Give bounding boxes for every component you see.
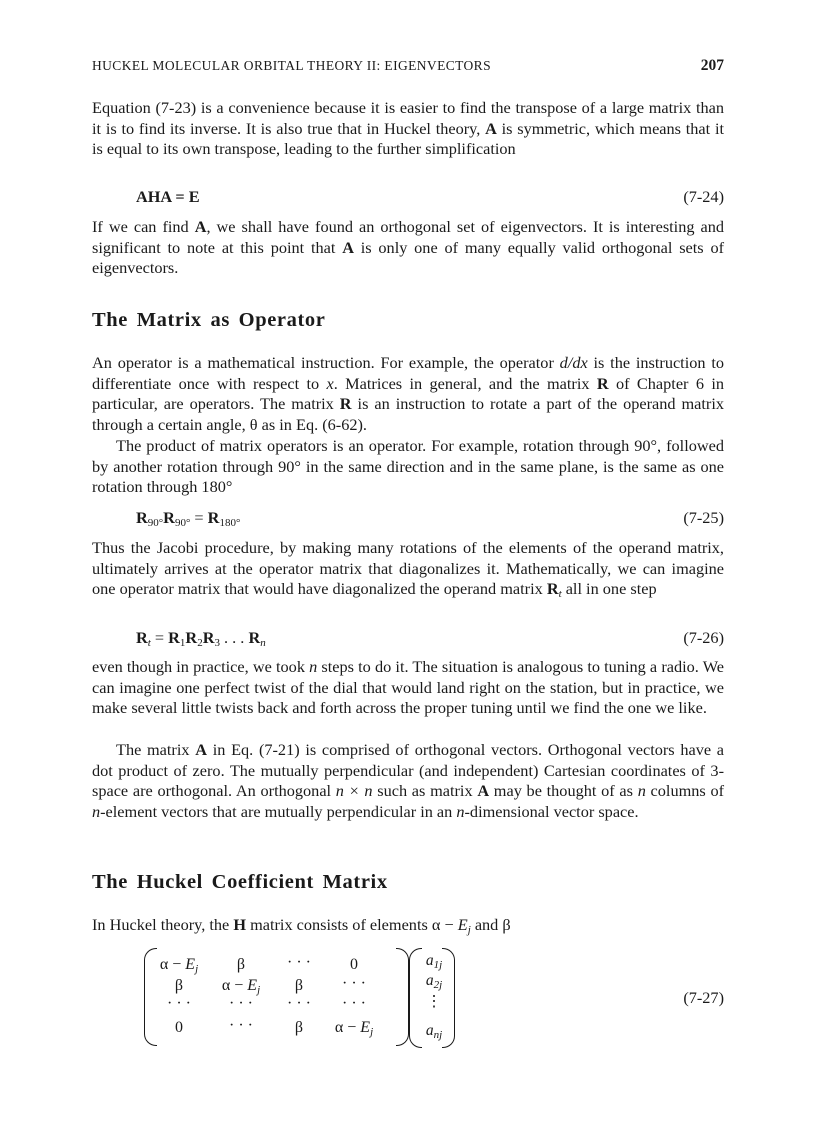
matrix-cell: 0 [350,956,358,973]
text-run: and β [470,915,511,934]
subscript: 90° [174,517,191,529]
matrix-cell [144,956,214,974]
variable: n [309,657,318,676]
subscript: nj [433,1029,443,1041]
page-number: 207 [700,57,724,74]
variable: E [457,915,468,934]
text-run: -dimensional vector space. [464,801,639,821]
matrix-cell: β [174,977,184,994]
variable: n [637,781,646,801]
bold-symbol: R [339,394,352,414]
subscript: j [370,1026,374,1038]
bold-symbol: R [185,628,198,647]
subscript: 3 [214,637,220,649]
text-run: even though in practice, we took [92,657,310,676]
right-paren [396,948,409,1046]
matrix-dimension: n × n [335,781,373,801]
text-run: is an instruction to rotate a part of the operand matrix through a certain angle, θ as in Eq. (6-62). [92,394,724,434]
bold-symbol: A [342,237,354,257]
vector-element [421,972,447,990]
cell-text: α − [221,977,248,994]
subscript: j [467,924,471,936]
equation-number: (7-25) [683,508,724,527]
huckel-matrix [144,948,409,1044]
equation-7-25 [92,508,724,530]
coefficient-vector [409,948,455,1046]
text-run: The matrix [116,740,196,759]
paragraph-5 [92,538,724,600]
text-run: of Chapter 6 in particular, are operators. The matrix [92,373,724,414]
text-run: in Eq. (7-21) is comprised of orthogonal vectors. Orthogonal vectors have a dot product of zero. The mutually perpendicular (and independent) Cartesian coordinates of 3-space are orthogonal. An orthogonal [92,740,724,801]
cell-text: a [425,1022,434,1039]
text-run: . Matrices in general, and the matrix [333,373,597,393]
variable: E [185,956,196,973]
section-heading-huckel-coefficient-matrix: The Huckel Coefficient Matrix [92,871,388,893]
text-run: columns of [645,781,725,801]
cell-text: a [425,972,434,989]
matrix-cell: 0 [175,1019,183,1036]
bold-symbol: R [207,508,220,527]
equals-sign: = [150,628,169,647]
subscript: t [147,637,151,649]
variable: E [247,977,258,994]
matrix-cell: · · · [342,975,366,992]
equation-7-26 [92,628,724,650]
section-heading-matrix-as-operator: The Matrix as Operator [92,309,326,331]
paragraph-7 [92,740,724,822]
text-run: Thus the Jacobi procedure, by making many rotations of the elements of the operand matrix, ultimately arrives at the operator matrix that diagonalizes it. Mathematically, we can imagine one operator matrix that would have diagonalized the operand matrix [92,538,724,599]
matrix-cell: · · · [342,995,366,1012]
text-run: steps to do it. The situation is analogous to tuning a radio. We can imagine one perfect twist of the dial that would land right on the station, but in practice, we make several little twists back and forth across the proper tuning until we find the one we like. [92,657,725,718]
matrix-cell: · · · [287,995,311,1012]
matrix-cell [319,1019,389,1037]
bold-symbol: R [136,508,148,527]
cell-text: α − [334,1019,361,1036]
bold-symbol: A [477,781,490,801]
subscript: 180° [219,517,241,529]
equation-number: (7-26) [683,628,724,647]
matrix-cell: β [294,1019,304,1036]
text-run: may be thought of as [489,781,638,801]
paragraph-8 [92,915,724,936]
equation-lhs [136,508,240,528]
paragraph-2 [92,217,724,279]
bold-symbol: A [195,740,207,759]
text-run: all in one step [561,579,657,599]
equation-7-27 [92,948,724,1048]
subscript: t [558,588,562,601]
text-run: In Huckel theory, the [92,915,234,934]
cell-text: a [425,952,434,969]
text-run: matrix consists of elements α − [246,915,458,934]
subscript: 2j [433,979,443,991]
ellipsis: . . . [219,628,249,647]
text-run: is only one of many equally valid orthogonal sets of eigenvectors. [92,237,724,278]
bold-symbol: R [168,628,180,647]
text-run: An operator is a mathematical instruction. For example, the operator [92,353,560,372]
operator-symbol: d/dx [559,353,588,372]
bold-symbol: R [546,579,559,599]
subscript: 2 [197,637,203,649]
vector-element: ⋮ [426,993,442,1010]
matrix-cell: · · · [229,1017,253,1034]
matrix-cell: · · · [287,954,311,971]
equation-7-24 [92,187,724,209]
matrix-cell: β [236,956,246,973]
paragraph-4: The product of matrix operators is an operator. For example, rotation through 90°, followed by another rotation through 90° in the same direction and in the same plane, is the same as one rotation through 180° [92,436,724,497]
subscript: 1 [179,637,186,649]
subscript: j [257,984,261,996]
bold-symbol: R [248,628,261,647]
bold-symbol: R [596,373,609,393]
variable: n [92,801,101,821]
bold-symbol: R [163,508,175,527]
text-run: , we shall have found an orthogonal set of eigenvectors. It is interesting and significant to note at this point that [92,217,725,257]
subscript: 1j [433,959,443,971]
bold-symbol: R [136,628,148,647]
paragraph-3 [92,353,724,435]
vector-element [421,1022,447,1040]
text-run: -element vectors that are mutually perpendicular in an [100,801,457,821]
paragraph-6 [92,657,724,719]
running-header [92,58,724,78]
variable: n [456,801,465,821]
text-run: Equation (7-23) is a convenience because it is easier to find the transpose of a large matrix than it is to find its inverse. It is also true that in Huckel theory, [92,98,724,138]
paragraph-1 [92,98,724,160]
matrix-cell: · · · [229,995,253,1012]
bold-symbol: R [202,628,215,647]
equation-lhs [136,628,266,648]
equals-sign: = [190,508,208,527]
text-run: is the instruction to differentiate once with respect to [92,353,724,393]
text-run: If we can find [92,217,195,236]
variable: E [360,1019,371,1036]
subscript: 90° [147,517,164,529]
matrix-cell: β [294,977,304,994]
text-run: is symmetric, which means that it is equal to its own transpose, leading to the further simplification [92,118,725,159]
vector-element [421,952,447,970]
cell-text: α − [159,956,186,973]
equation-number: (7-24) [683,187,724,206]
equation-lhs: AHA = E [136,187,200,206]
variable: x [326,373,334,393]
text-run: such as matrix [372,781,478,801]
equation-number: (7-27) [683,988,724,1007]
running-head-title: HUCKEL MOLECULAR ORBITAL THEORY II: EIGENVECTORS [92,58,491,73]
subscript: j [195,963,199,975]
bold-symbol: A [194,217,207,236]
bold-symbol: A [485,118,497,138]
matrix-cell: · · · [167,995,191,1012]
subscript: n [260,637,266,649]
bold-symbol: H [233,915,247,934]
